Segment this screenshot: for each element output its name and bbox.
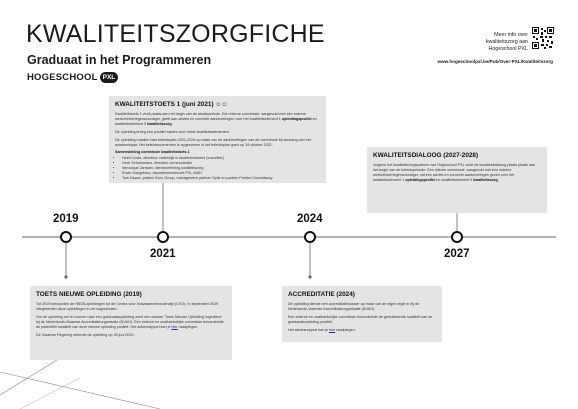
event-paragraph: De Vlaamse Regering erkende de opleiding op 28 juni 2019. [36,332,135,337]
school-logo [27,71,118,84]
timeline-dot-2024 [305,232,315,242]
year-label-2024: 2024 [297,213,323,225]
member-item: • Erwin Goegebeur, departementshoofd PXL-MAD [122,171,320,176]
event-paragraph: De opleiding maakte haar beleidsplan 2021-2026 op basis van de aanbevelingen van de commissie bij aanvang van het academiejaar. Het beleidsvoornemen is opgenomen in het beleidsplan goed op 18 oktober 2021. [115,137,311,147]
event-paragraph: Om de opleiding om te vormen naar een graduaatsopleiding werd een dossier 'Toets Nieuwe Opleiding' ingediend bij de Nederlands-Vlaamse Accreditatieorganisatie (NVAO). Een externe en onafhankelijke commissie beoordeelde de potentiële kwaliteit van deze nieuwe opleiding positief. Het adviesrapport kan je hier raadplegen. [36,314,224,329]
decor-line-3 [20,378,80,409]
member-item: • Tom Dacan, partner Ibizo Group, management partner Optiz en partner Pomicx Consultancy [122,176,320,181]
event-paragraph: De opleiding kreeg een positief advies voor beide kwaliteitselementen. [115,129,230,134]
connector-end-2019 [64,275,67,278]
report-link[interactable]: hier [171,324,178,329]
event-title: KWALITEITSTOETS 1 (juni 2021) ☺☺ [115,101,228,108]
event-title: KWALITEITSDIALOOG (2027-2028) [373,152,479,159]
connector-end-2024 [308,275,311,278]
member-list [115,156,320,181]
event-box-kwaliteitsdialoog-2027 [367,147,547,213]
info-line-1: Meer info over [494,32,528,38]
more-info-text [418,32,528,53]
logo-wordmark: HOGESCHOOL [27,72,98,83]
event-box-kwaliteitstoets-2021 [109,96,326,183]
timeline-dot-2019 [61,232,71,242]
event-paragraph: Volgens het kwaliteitszorgsysteem van Hogeschool PXL vindt de kwaliteitsdialoog plaats plaats aan het begin van de beleidsperiode. Een interne commissie, aangevuld met één externe werkveldvertegenwoordiger, zal een advies en concrete aanbevelingen geven over het kwaliteitselement 1 opleidingsprofiel en kwaliteitselement 9 kwaliteitszorg. [373,163,536,182]
timeline-dot-2021 [158,232,168,242]
info-line-2: kwaliteitszorg aan [485,39,528,45]
member-item: • Veronique Janssen, dienstverlening kwaliteitszorg [122,166,320,171]
event-paragraph: Het adviesrapport kan je hier raadplegen. [288,327,356,332]
year-label-2027: 2027 [444,248,470,260]
event-title: ACCREDITATIE (2024) [288,291,355,298]
event-title: TOETS NIEUWE OPLEIDING (2019) [36,291,142,298]
report-link[interactable]: hier [329,327,336,332]
timeline-dot-2027 [452,232,462,242]
event-paragraph: Kwaliteitstoets 1 vindt plaats aan het begin van de studieperiode. Een interne commissie, aangevuld met één externe werkveldvertegenwoordiger, geeft aan advies en concrete aanbevelingen over het kwaliteitselement 1 opleidingsprofiel en kwaliteitselement 9 kwaliteitszorg. [115,112,317,126]
qr-code-icon[interactable] [532,27,554,49]
page-subtitle: Graduaat in het Programmeren [27,53,212,67]
event-box-accreditatie-2024 [282,286,442,342]
page-title: KWALITEITSZORGFICHE [26,20,325,48]
event-paragraph: De opleiding diende een accreditatiedossier op maar van de eigen regie in bij de Nederlands-Vlaamse Accreditatieorganisatie (NVAO). [288,302,420,311]
decor-line-1 [0,372,160,409]
event-box-toets-nieuwe-opleiding-2019 [30,286,232,360]
event-paragraph: Een externe en onafhankelijke commissie beoordeelde de gerealiseerde kwaliteit van de graduaatsopleiding positief. [288,314,433,324]
year-label-2019: 2019 [53,213,79,225]
logo-badge: PXL [100,72,119,83]
member-item: • Heidi Croes, directeur onderwijs in studentenbeleid (voorzitter) [122,156,320,161]
event-paragraph: Tot 2019 behoorden de HBO5-opleidingen tot de Centra voor Volwassenenonderwijs (CVO). In september 2019 integreerden deze opleidingen in de hogescholen. [36,302,219,311]
info-url-link[interactable]: www.hogeschoolpxl.be/Pub/Over-PXL/Kwaliteitszorg [437,59,553,64]
year-label-2021: 2021 [150,248,176,260]
info-line-3: Hogeschool PXL [488,46,528,52]
composition-title: Samenstelling commissie kwaliteitstoets 1 [115,150,190,155]
member-item: • Gertr Schuermans, directeur communicatie [122,161,320,166]
people-icon: ☺☺ [215,102,228,108]
